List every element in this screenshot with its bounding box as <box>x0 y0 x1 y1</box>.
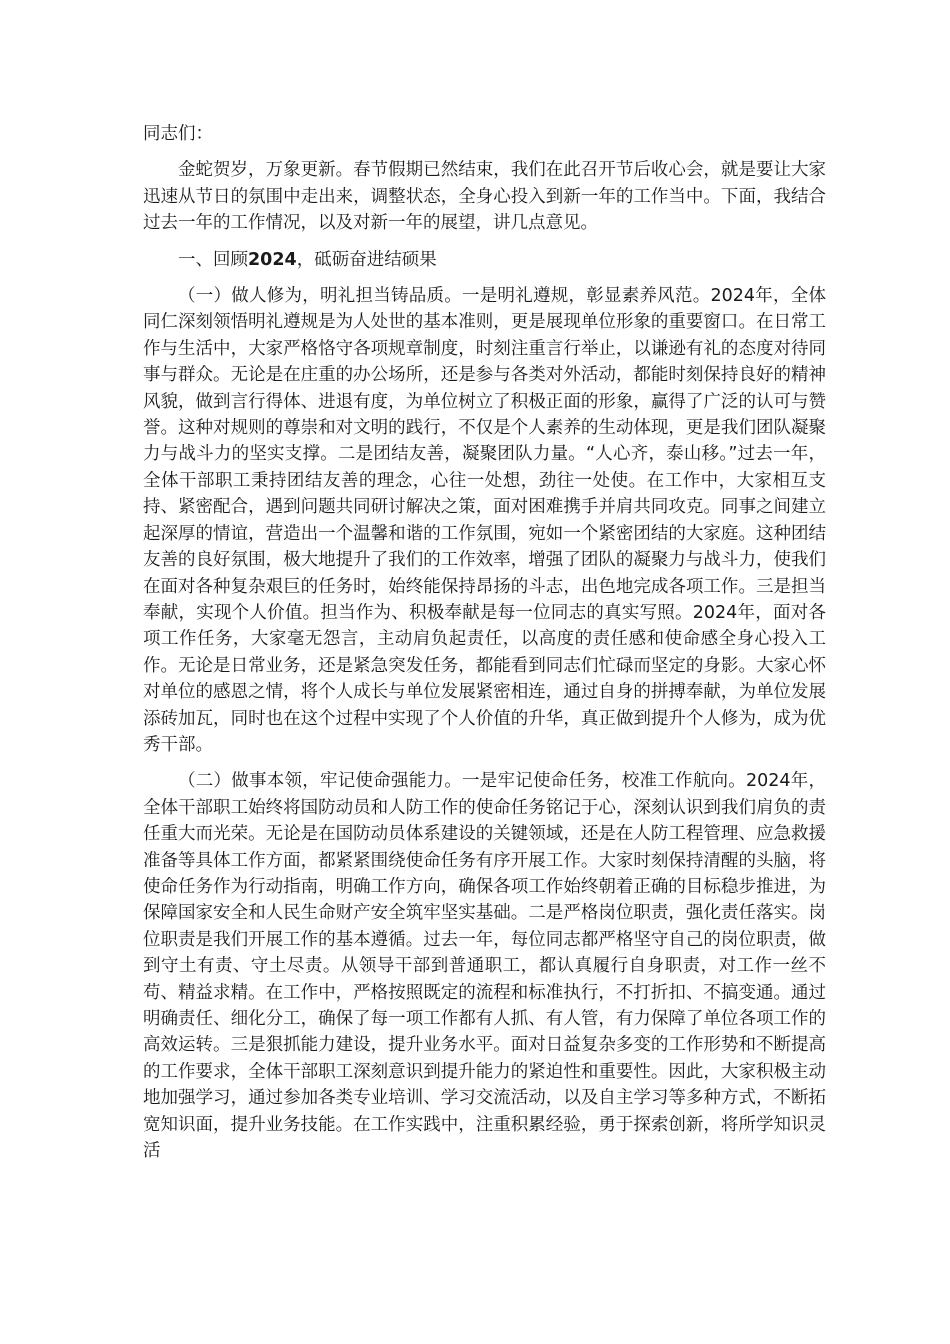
section-heading-1 <box>143 247 826 273</box>
subsection-1-paragraph: （一）做人修为，明礼担当铸品质。一是明礼遵规，彰显素养风范。2024年，全体同仁深刻领悟明礼遵规是为人处世的基本准则，更是展现单位形象的重要窗口。在日常工作与生活中，大家严格恪守各项规章制度，时刻注重言行举止，以谦逊有礼的态度对待同事与群众。无论是在庄重的办公场所，还是参与各类对外活动，都能时刻保持良好的精神风貌，做到言行得体、进退有度，为单位树立了积极正面的形象，赢得了广泛的认可与赞誉。这种对规则的尊崇和对文明的践行，不仅是个人素养的生动体现，更是我们团队凝聚力与战斗力的坚实支撑。二是团结友善，凝聚团队力量。“人心齐，泰山移。”过去一年，全体干部职工秉持团结友善的理念，心往一处想，劲往一处使。在工作中，大家相互支持、紧密配合，遇到问题共同研讨解决之策，面对困难携手并肩共同攻克。同事之间建立起深厚的情谊，营造出一个温馨和谐的工作氛围，宛如一个紧密团结的大家庭。这种团结友善的良好氛围，极大地提升了我们的工作效率，增强了团队的凝聚力与战斗力，使我们在面对各种复杂艰巨的任务时，始终能保持昂扬的斗志，出色地完成各项工作。三是担当奉献，实现个人价值。担当作为、积极奉献是每一位同志的真实写照。2024年，面对各项工作任务，大家毫无怨言，主动肩负起责任，以高度的责任感和使命感全身心投入工作。无论是日常业务，还是紧急突发任务，都能看到同志们忙碌而坚定的身影。大家心怀对单位的感恩之情，将个人成长与单位发展紧密相连，通过自身的拼搏奉献，为单位发展添砖加瓦，同时也在这个过程中实现了个人价值的升华，真正做到提升个人修为，成为优秀干部。 <box>143 286 826 755</box>
heading-year: 2024 <box>248 249 297 270</box>
speech-body <box>143 121 826 1174</box>
salutation: 同志们： <box>143 124 213 144</box>
intro-paragraph: 金蛇贺岁，万象更新。春节假期已然结束，我们在此召开节后收心会，就是要让大家迅速从节日的氛围中走出来，调整状态，全身心投入到新一年的工作当中。下面，我结合过去一年的工作情况，以及对新一年的展望，讲几点意见。 <box>143 160 826 234</box>
subsection-2-paragraph: （二）做事本领，牢记使命强能力。一是牢记使命任务，校准工作航向。2024年，全体干部职工始终将国防动员和人防工作的使命任务铭记于心，深刻认识到我们肩负的责任重大而光荣。无论是在国防动员体系建设的关键领域，还是在人防工程管理、应急救援准备等具体工作方面，都紧紧围绕使命任务有序开展工作。大家时刻保持清醒的头脑，将使命任务作为行动指南，明确工作方向，确保各项工作始终朝着正确的目标稳步推进，为保障国家安全和人民生命财产安全筑牢坚实基础。二是严格岗位职责，强化责任落实。岗位职责是我们开展工作的基本遵循。过去一年，每位同志都严格坚守自己的岗位职责，做到守土有责、守土尽责。从领导干部到普通职工，都认真履行自身职责，对工作一丝不苟、精益求精。在工作中，严格按照既定的流程和标准执行，不打折扣、不搞变通。通过明确责任、细化分工，确保了每一项工作都有人抓、有人管，有力保障了单位各项工作的高效运转。三是狠抓能力建设，提升业务水平。面对日益复杂多变的工作形势和不断提高的工作要求，全体干部职工深刻意识到提升能力的紧迫性和重要性。因此，大家积极主动地加强学习，通过参加各类专业培训、学习交流活动，以及自主学习等多种方式，不断拓宽知识面，提升业务技能。在工作实践中，注重积累经验，勇于探索创新，将所学知识灵活 <box>143 771 826 1162</box>
heading-prefix: 一、回顾 <box>178 249 248 270</box>
heading-suffix: ，砥砺奋进结硕果 <box>296 249 437 270</box>
